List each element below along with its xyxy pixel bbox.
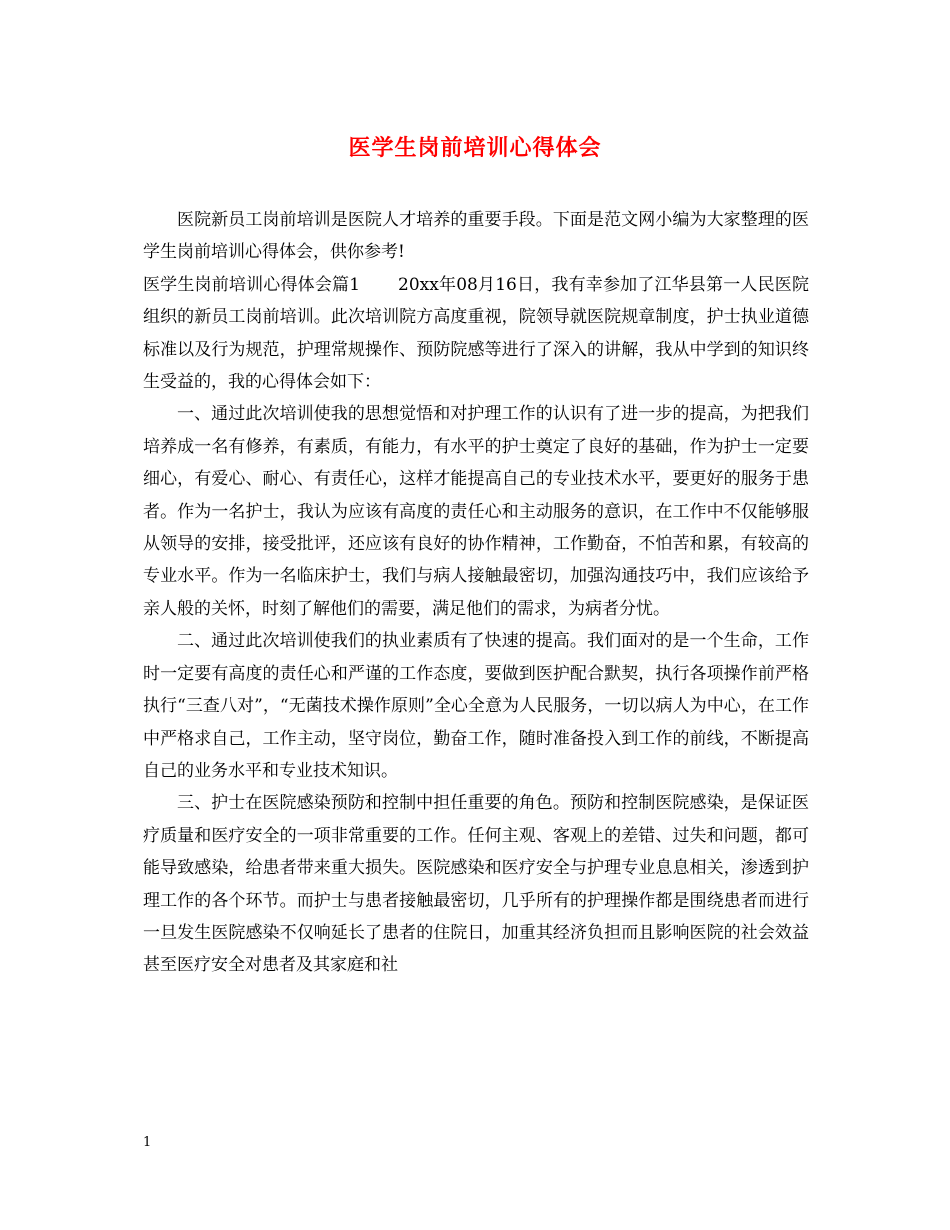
- page-number: 1: [143, 1135, 152, 1150]
- paragraph-two: 二、通过此次培训使我们的执业素质有了快速的提高。我们面对的是一个生命，工作时一定要有高度的责任心和严谨的工作态度，要做到医护配合默契，执行各项操作前严格执行“三查八对”，“无菌技术操作原则”全心全意为人民服务，一切以病人为中心，在工作中严格求自己，工作主动，坚守岗位，勤奋工作，随时准备投入到工作的前线，不断提高自己的业务水平和专业技术知识。: [143, 631, 809, 781]
- intro-paragraph: 医院新员工岗前培训是医院人才培养的重要手段。下面是范文网小编为大家整理的医学生岗前培训心得体会，供你参考!: [143, 210, 809, 263]
- paragraph-three: 三、护士在医院感染预防和控制中担任重要的角色。预防和控制医院感染，是保证医疗质量和医疗安全的一项非常重要的工作。任何主观、客观上的差错、过失和问题，都可能导致感染，给患者带来重大损失。医院感染和医疗安全与护理专业息息相关，渗透到护理工作的各个环节。而护士与患者接触最密切，几乎所有的护理操作都是围绕患者而进行一旦发生医院感染不仅响延长了患者的住院日，加重其经济负担而且影响医院的社会效益甚至医疗安全对患者及其家庭和社: [143, 793, 809, 976]
- section-label: 医学生岗前培训心得体会篇1: [143, 274, 361, 295]
- section-paragraph: [143, 269, 809, 399]
- paragraph-one: 一、通过此次培训使我的思想觉悟和对护理工作的认识有了进一步的提高，为把我们培养成一名有修养，有素质，有能力，有水平的护士奠定了良好的基础，作为护士一定要细心，有爱心、耐心、有责任心，这样才能提高自己的专业技术水平，要更好的服务于患者。作为一名护士，我认为应该有高度的责任心和主动服务的意识，在工作中不仅能够服从领导的安排，接受批评，还应该有良好的协作精神，工作勤奋，不怕苦和累，有较高的专业水平。作为一名临床护士，我们与病人接触最密切，加强沟通技巧中，我们应该给予亲人般的关怀，时刻了解他们的需要，满足他们的需求，为病者分忧。: [143, 404, 809, 619]
- page-title: 医学生岗前培训心得体会: [348, 135, 602, 161]
- document-body: [143, 204, 809, 982]
- section-intro: 20xx年08月16日，我有幸参加了江华县第一人民医院组织的新员工岗前培训。此次培训院方高度重视，院领导就医院规章制度，护士执业道德标准以及行为规范，护理常规操作、预防院感等进行了深入的讲解，我从中学到的知识终生受益的，我的心得体会如下：: [143, 274, 809, 393]
